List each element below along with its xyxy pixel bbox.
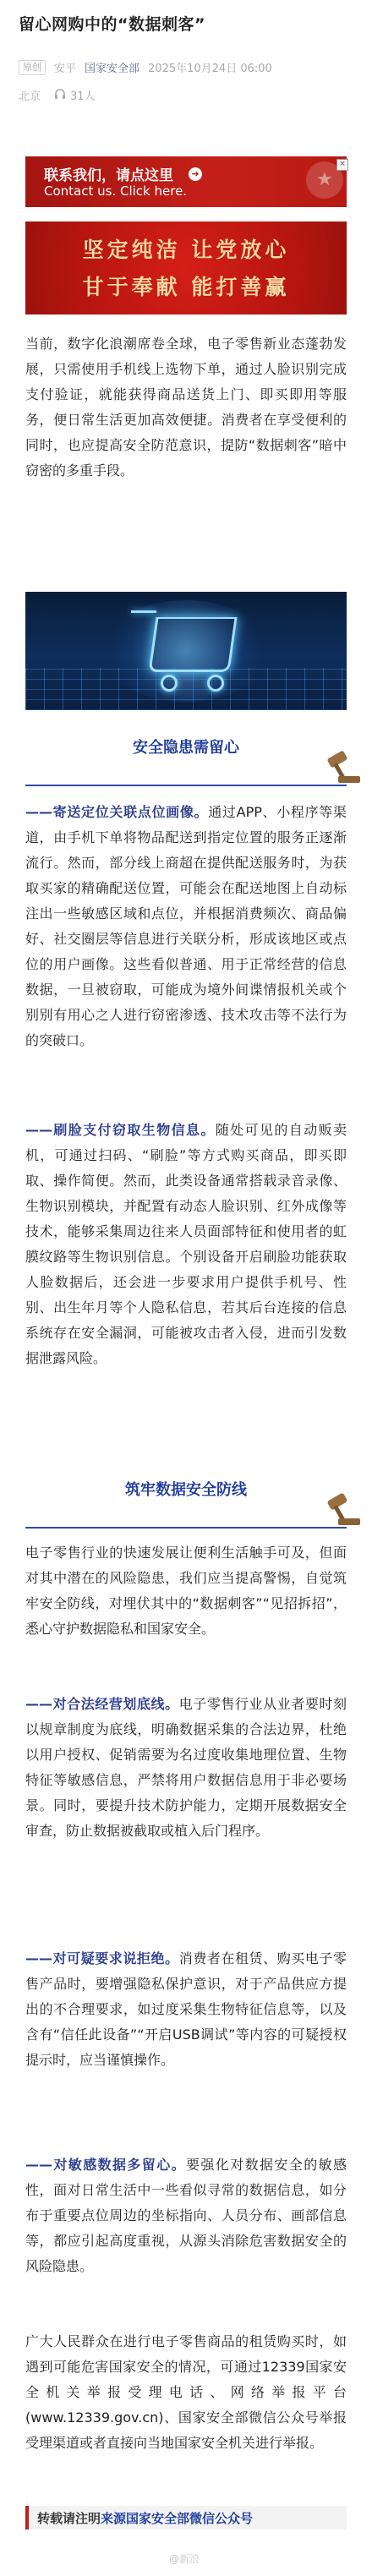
intro-paragraph: 当前，数字化浪潮席卷全球，电子零售新业态蓬勃发展，只需使用手机线上选物下单，通过人脸识别完成支付验证，就能获得商品送货上门、即买即用等服务，便日常生活更加高效便捷。消费者在享受便利的同时，也应提高安全防范意识，提防“数据刺客”暗中窃密的多重手段。 <box>25 336 347 479</box>
location-label: 北京 <box>19 90 41 103</box>
repost-notice <box>25 2506 347 2530</box>
author-name: 安平 <box>54 63 77 75</box>
slogan-line-2: 甘于奉献 能打善赢 <box>82 275 290 299</box>
shopping-cart-icon <box>148 617 237 672</box>
section2-paragraph-1 <box>25 1692 347 1844</box>
publish-date: 2025年10月24日 06:00 <box>148 63 272 75</box>
headphones-icon <box>54 88 66 103</box>
circuit-grid <box>25 668 347 710</box>
account-link[interactable]: 国家安全部 <box>85 63 140 75</box>
paragraph-text: 电子零售行业从业者要时刻以规章制度为底线，明确数据采集的合法边界，杜绝以用户授权、促销需要为名过度收集地理位置、生物特征等敏感信息，严禁将用户数据信息用于非必要场景。同时，要提升技术防护能力，定期开展数据安全审查，防止数据被截取或植入后门程序。 <box>25 1696 347 1839</box>
gavel-icon <box>323 1493 360 1527</box>
repost-prefix: 转载请注明 <box>37 2511 101 2526</box>
gavel-icon <box>323 751 360 785</box>
section-heading-risks: 安全隐患需留心 <box>133 739 239 757</box>
paragraph-lead: ——对敏感数据多留心。 <box>25 2157 186 2173</box>
section2-paragraph-2 <box>25 1946 347 2073</box>
shopping-cart-illustration <box>25 592 347 710</box>
article-meta <box>19 59 272 75</box>
arrow-right-icon: ➜ <box>189 167 202 181</box>
cart-handle-shape <box>131 610 156 613</box>
section-divider <box>25 1527 347 1529</box>
contact-en-label: Contact us. Click here. <box>44 183 188 199</box>
section1-paragraph-1 <box>25 800 347 1053</box>
article-title: 留心网购中的“数据刺客” <box>19 15 205 34</box>
contact-us-banner[interactable] <box>25 156 347 207</box>
paragraph-lead: ——寄送定位关联点位画像。 <box>25 804 209 820</box>
paragraph-text: 消费者在租赁、购买电子零售产品时，要增强隐私保护意识，对于产品供应方提出的不合理要求，如过度采集生物特征信息等，以及含有“信任此设备”“开启USB调试”等内容的可疑授权提示时，应当谨慎操作。 <box>25 1950 347 2068</box>
paragraph-lead: ——刷脸支付窃取生物信息。 <box>25 1122 216 1138</box>
paragraph-text: 随处可见的自动贩卖机，可通过扫码、“刷脸”等方式购买商品，即买即取、操作简便。然而，此类设备通常搭载录音录像、生物识别模块，并配置有动态人脸识别、红外成像等技术，能够采集周边往来人员面部特征和使用者的虹膜纹路等生物识别信息。个别设备开启刷脸功能获取人脸数据后，还会进一步要求用户提供手机号、性别、出生年月等个人隐私信息，若其后台连接的信息系统存在安全漏洞，可能被攻击者入侵，进而引发数据泄露风险。 <box>25 1122 347 1366</box>
cart-wheel-shape <box>207 675 224 692</box>
cart-wheel-shape <box>161 675 178 692</box>
contact-cn-label: 联系我们，请点这里 <box>44 167 173 184</box>
paragraph-text: 通过APP、小程序等渠道，由手机下单将物品配送到指定位置的服务正逐渐流行。然而，部分线上商超在提供配送服务时，为获取买家的精确配送位置，可能会在配送地图上自动标注出一些敏感区域和点位，并根据消费频次、商品偏好、社交圈层等信息进行关联分析，形成该地区或点位的用户画像。这些看似普通、用于正常经营的信息数据，一旦被窃取，可能成为境外间谍情报机关或个别别有用心之人进行窃密渗透、技术攻击等不法行为的突破口。 <box>25 804 347 1048</box>
report-paragraph: 广大人民群众在进行电子零售商品的租赁购买时，如遇到可能危害国家安全的情况，可通过12339国家安全机关举报受理电话、网络举报平台(www.12339.gov.cn)、国家安全部微信公众号举报受理渠道或者直接向当地国家安全机关进行举报。 <box>25 2333 347 2451</box>
repost-notice-text <box>37 2509 253 2527</box>
original-badge: 原创 <box>19 60 46 75</box>
listen-count: 31人 <box>70 90 96 103</box>
paragraph-text: 要强化对数据安全的敏感性，面对日常生活中一些看似寻常的数据信息，如分布于重要点位周边的坐标指向、人员分布、画部信息等，都应引起高度重视，从源头消除危害数据安全的风险隐患。 <box>25 2157 347 2274</box>
section-divider <box>25 785 347 786</box>
notice-marker <box>25 2506 29 2530</box>
section2-intro-paragraph: 电子零售行业的快速发展让便利生活触手可及，但面对其中潜在的风险隐患，我们应当提高警惕，自觉筑牢安全防线，对埋伏其中的“数据刺客”“见招拆招”，悉心守护数据隐私和国家安全。 <box>25 1545 347 1637</box>
watermark: @新浪 <box>169 2553 200 2565</box>
repost-source: 来源国家安全部微信公众号 <box>101 2511 254 2526</box>
section2-paragraph-3 <box>25 2152 347 2279</box>
slogan-banner <box>25 222 347 314</box>
section1-paragraph-2 <box>25 1118 347 1371</box>
article-meta-secondary <box>19 87 96 103</box>
paragraph-lead: ——对合法经营划底线。 <box>25 1696 179 1712</box>
slogan-line-1: 坚定纯洁 让党放心 <box>82 238 290 262</box>
section-heading-defense: 筑牢数据安全防线 <box>125 1481 247 1499</box>
paragraph-lead: ——对可疑要求说拒绝。 <box>25 1950 179 1966</box>
close-icon[interactable]: × <box>336 159 348 171</box>
